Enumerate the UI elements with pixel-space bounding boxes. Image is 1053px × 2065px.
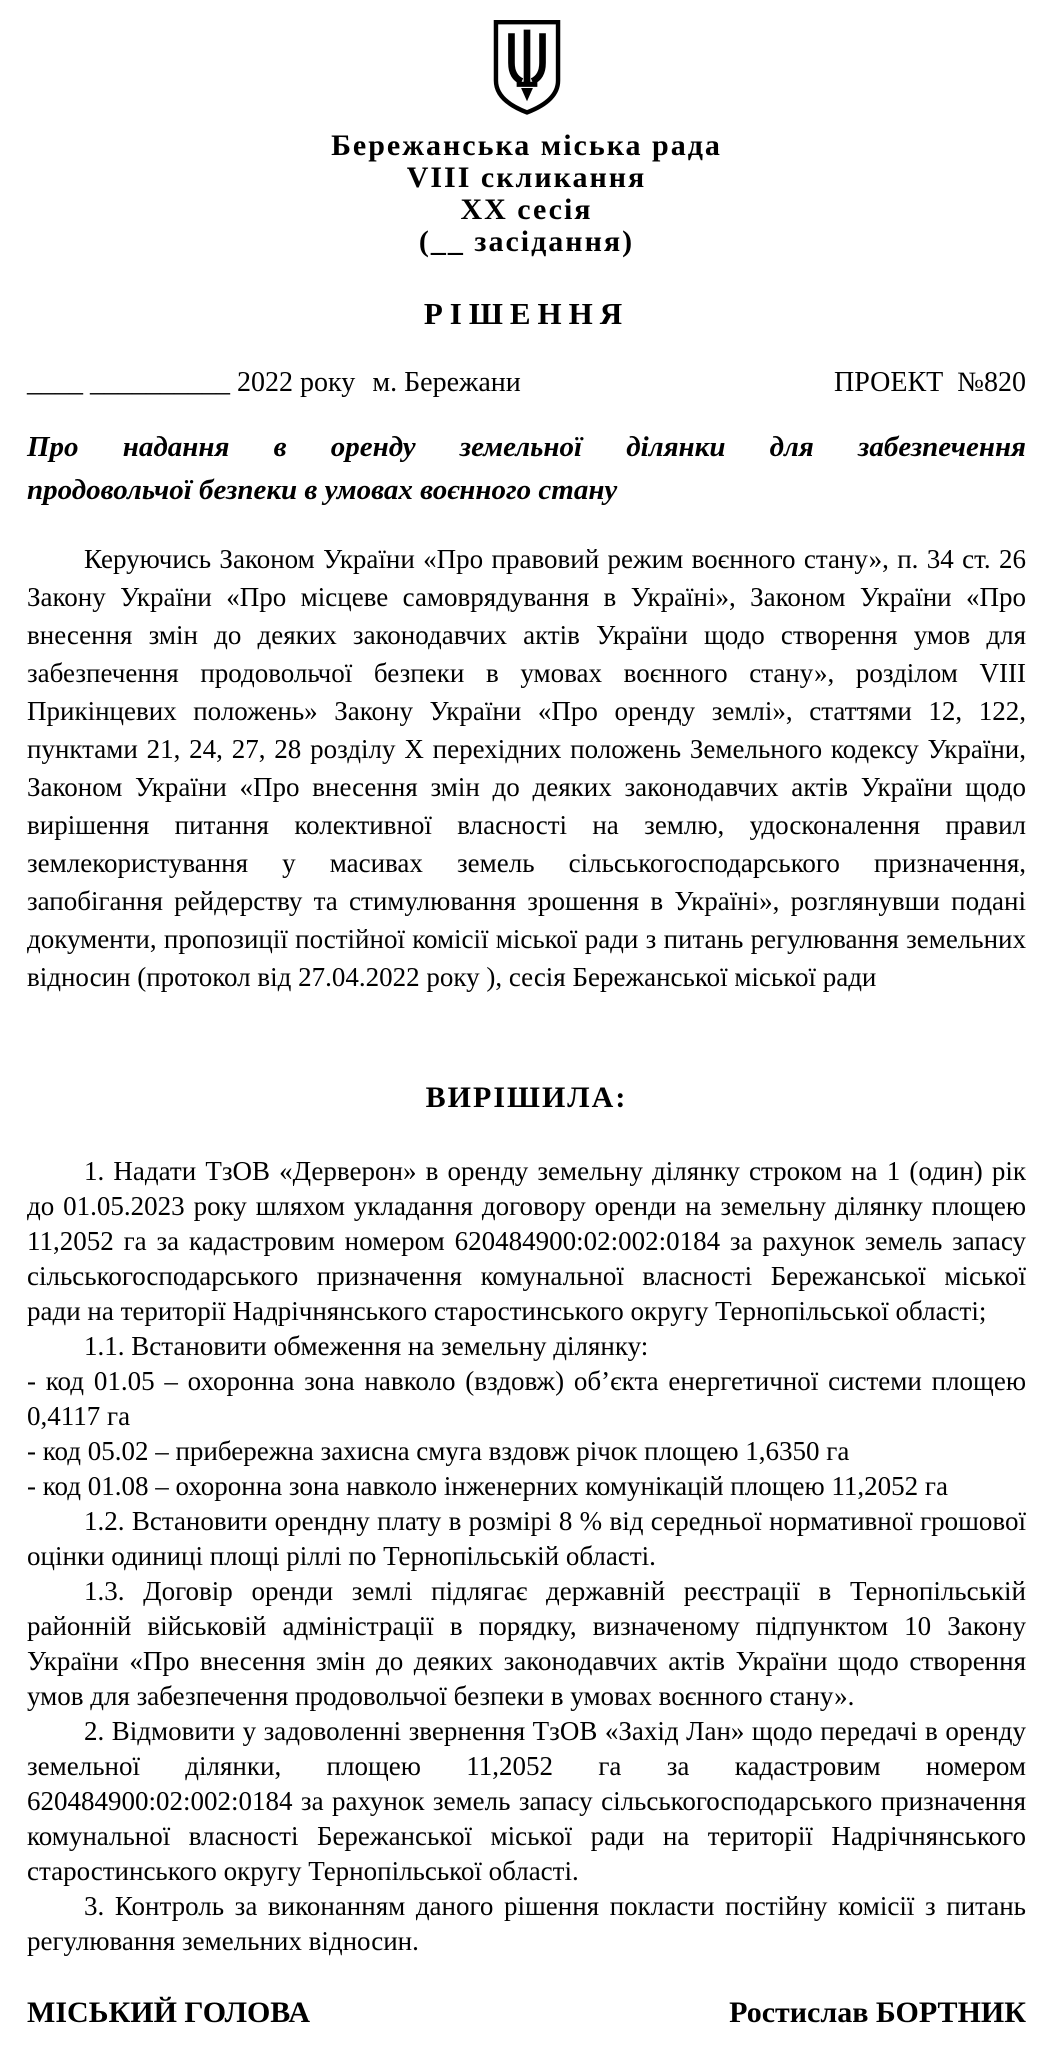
- convocation-line: VIII скликання: [406, 161, 647, 194]
- resolved-heading: ВИРІШИЛА:: [425, 1081, 628, 1114]
- restriction-line-code-01-08: - код 01.08 – охоронна зона навколо інженерних комунікацій площею 11,2052 га: [27, 1471, 948, 1501]
- resolution-item-1-2: 1.2. Встановити орендну плату в розмірі 8 % від середньої нормативної грошової оцінки одиниці площі ріллі по Тернопільській області.: [27, 1506, 1026, 1571]
- document-type-title: РІШЕННЯ: [423, 296, 630, 331]
- resolution-item-1-3: 1.3. Договір оренди землі підлягає державній реєстрації в Тернопільській районній військовій адміністрації в порядку, визначеному підпунктом 10 Закону України «Про внесення змін до деяких законодавчих актів України щодо створення умов для забезпечення продовольчої безпеки в умовах воєнного стану».: [27, 1576, 1026, 1711]
- preamble-paragraph: Керуючись Законом України «Про правовий режим воєнного стану», п. 34 ст. 26 Закону України «Про місцеве самоврядування в Україні», Законом України «Про внесення змін до деяких законодавчих актів України щодо створення умов для забезпечення продовольчої безпеки в умовах воєнного стану», розділом VIII Прикінцевих положень» Закону України «Про оренду землі», статтями 12, 122, пунктами 21, 24, 27, 28 розділу X перехідних положень Земельного кодексу України, Законом України «Про внесення змін до деяких законодавчих актів України щодо вирішення питання колективної власності на землю, удосконалення правил землекористування у масивах земель сільськогосподарського призначення, запобігання рейдерству та стимулювання зрошення в Україні», розглянувши подані документи, пропозиції постійної комісії міської ради з питань регулювання земельних відносин (протокол від 27.04.2022 року ), сесія Бережанської міської ради: [27, 544, 1026, 992]
- subject-line-1: Про надання в оренду земельної ділянки для забезпечення: [27, 431, 1026, 463]
- resolution-items: [27, 1154, 1026, 1959]
- resolution-item-2: 2. Відмовити у задоволенні звернення ТзОВ «Захід Лан» щодо передачі в оренду земельної ділянки, площею 11,2052 га за кадастровим номером 620484900:02:002:0184 за рахунок земель запасу сільськогосподарського призначення комунальної власності Бережанської міської ради на території Надрічнянського старостинського округу Тернопільської області.: [27, 1716, 1026, 1886]
- signer-name: Ростислав БОРТНИК: [729, 1996, 1026, 2029]
- signature-block: [27, 1995, 1026, 2031]
- signer-title: МІСЬКИЙ ГОЛОВА: [27, 1996, 311, 2029]
- document-header: [27, 20, 1026, 258]
- restriction-line-code-05-02: - код 05.02 – прибережна захисна смуга вздовж річок площею 1,6350 га: [27, 1436, 850, 1466]
- resolution-item-3: 3. Контроль за виконанням даного рішення покласти постійну комісії з питань регулювання земельних відносин.: [27, 1891, 1026, 1956]
- date-blank: ____ __________ 2022 року: [27, 367, 356, 398]
- ukrainian-trident-emblem-icon: [490, 20, 564, 122]
- restriction-line-code-01-05: - код 01.05 – охоронна зона навколо (вздовж) об’єкта енергетичної системи площею 0,4117 га: [27, 1366, 1026, 1431]
- project-number: ПРОЕКТ №820: [834, 367, 1026, 398]
- session-line: XX сесія: [460, 193, 593, 226]
- date-place-project-line: [27, 366, 1026, 400]
- resolution-item-1: 1. Надати ТзОВ «Дерверон» в оренду земельну ділянку строком на 1 (один) рік до 01.05.2023 року шляхом укладання договору оренди на земельну ділянку площею 11,2052 га за кадастровим номером 620484900:02:002:0184 за рахунок земель запасу сільськогосподарського призначення комунальної власності Бережанської міської ради на території Надрічнянського старостинського округу Тернопільської області;: [27, 1156, 1026, 1326]
- subject-title: [27, 426, 1026, 512]
- subject-line-2: продовольчої безпеки в умовах воєнного стану: [27, 474, 618, 506]
- place-name: м. Бережани: [372, 367, 521, 398]
- org-name: Бережанська міська рада: [331, 129, 722, 162]
- resolution-item-1-1: 1.1. Встановити обмеження на земельну ділянку:: [84, 1331, 649, 1361]
- sitting-line: (__ засідання): [418, 225, 635, 258]
